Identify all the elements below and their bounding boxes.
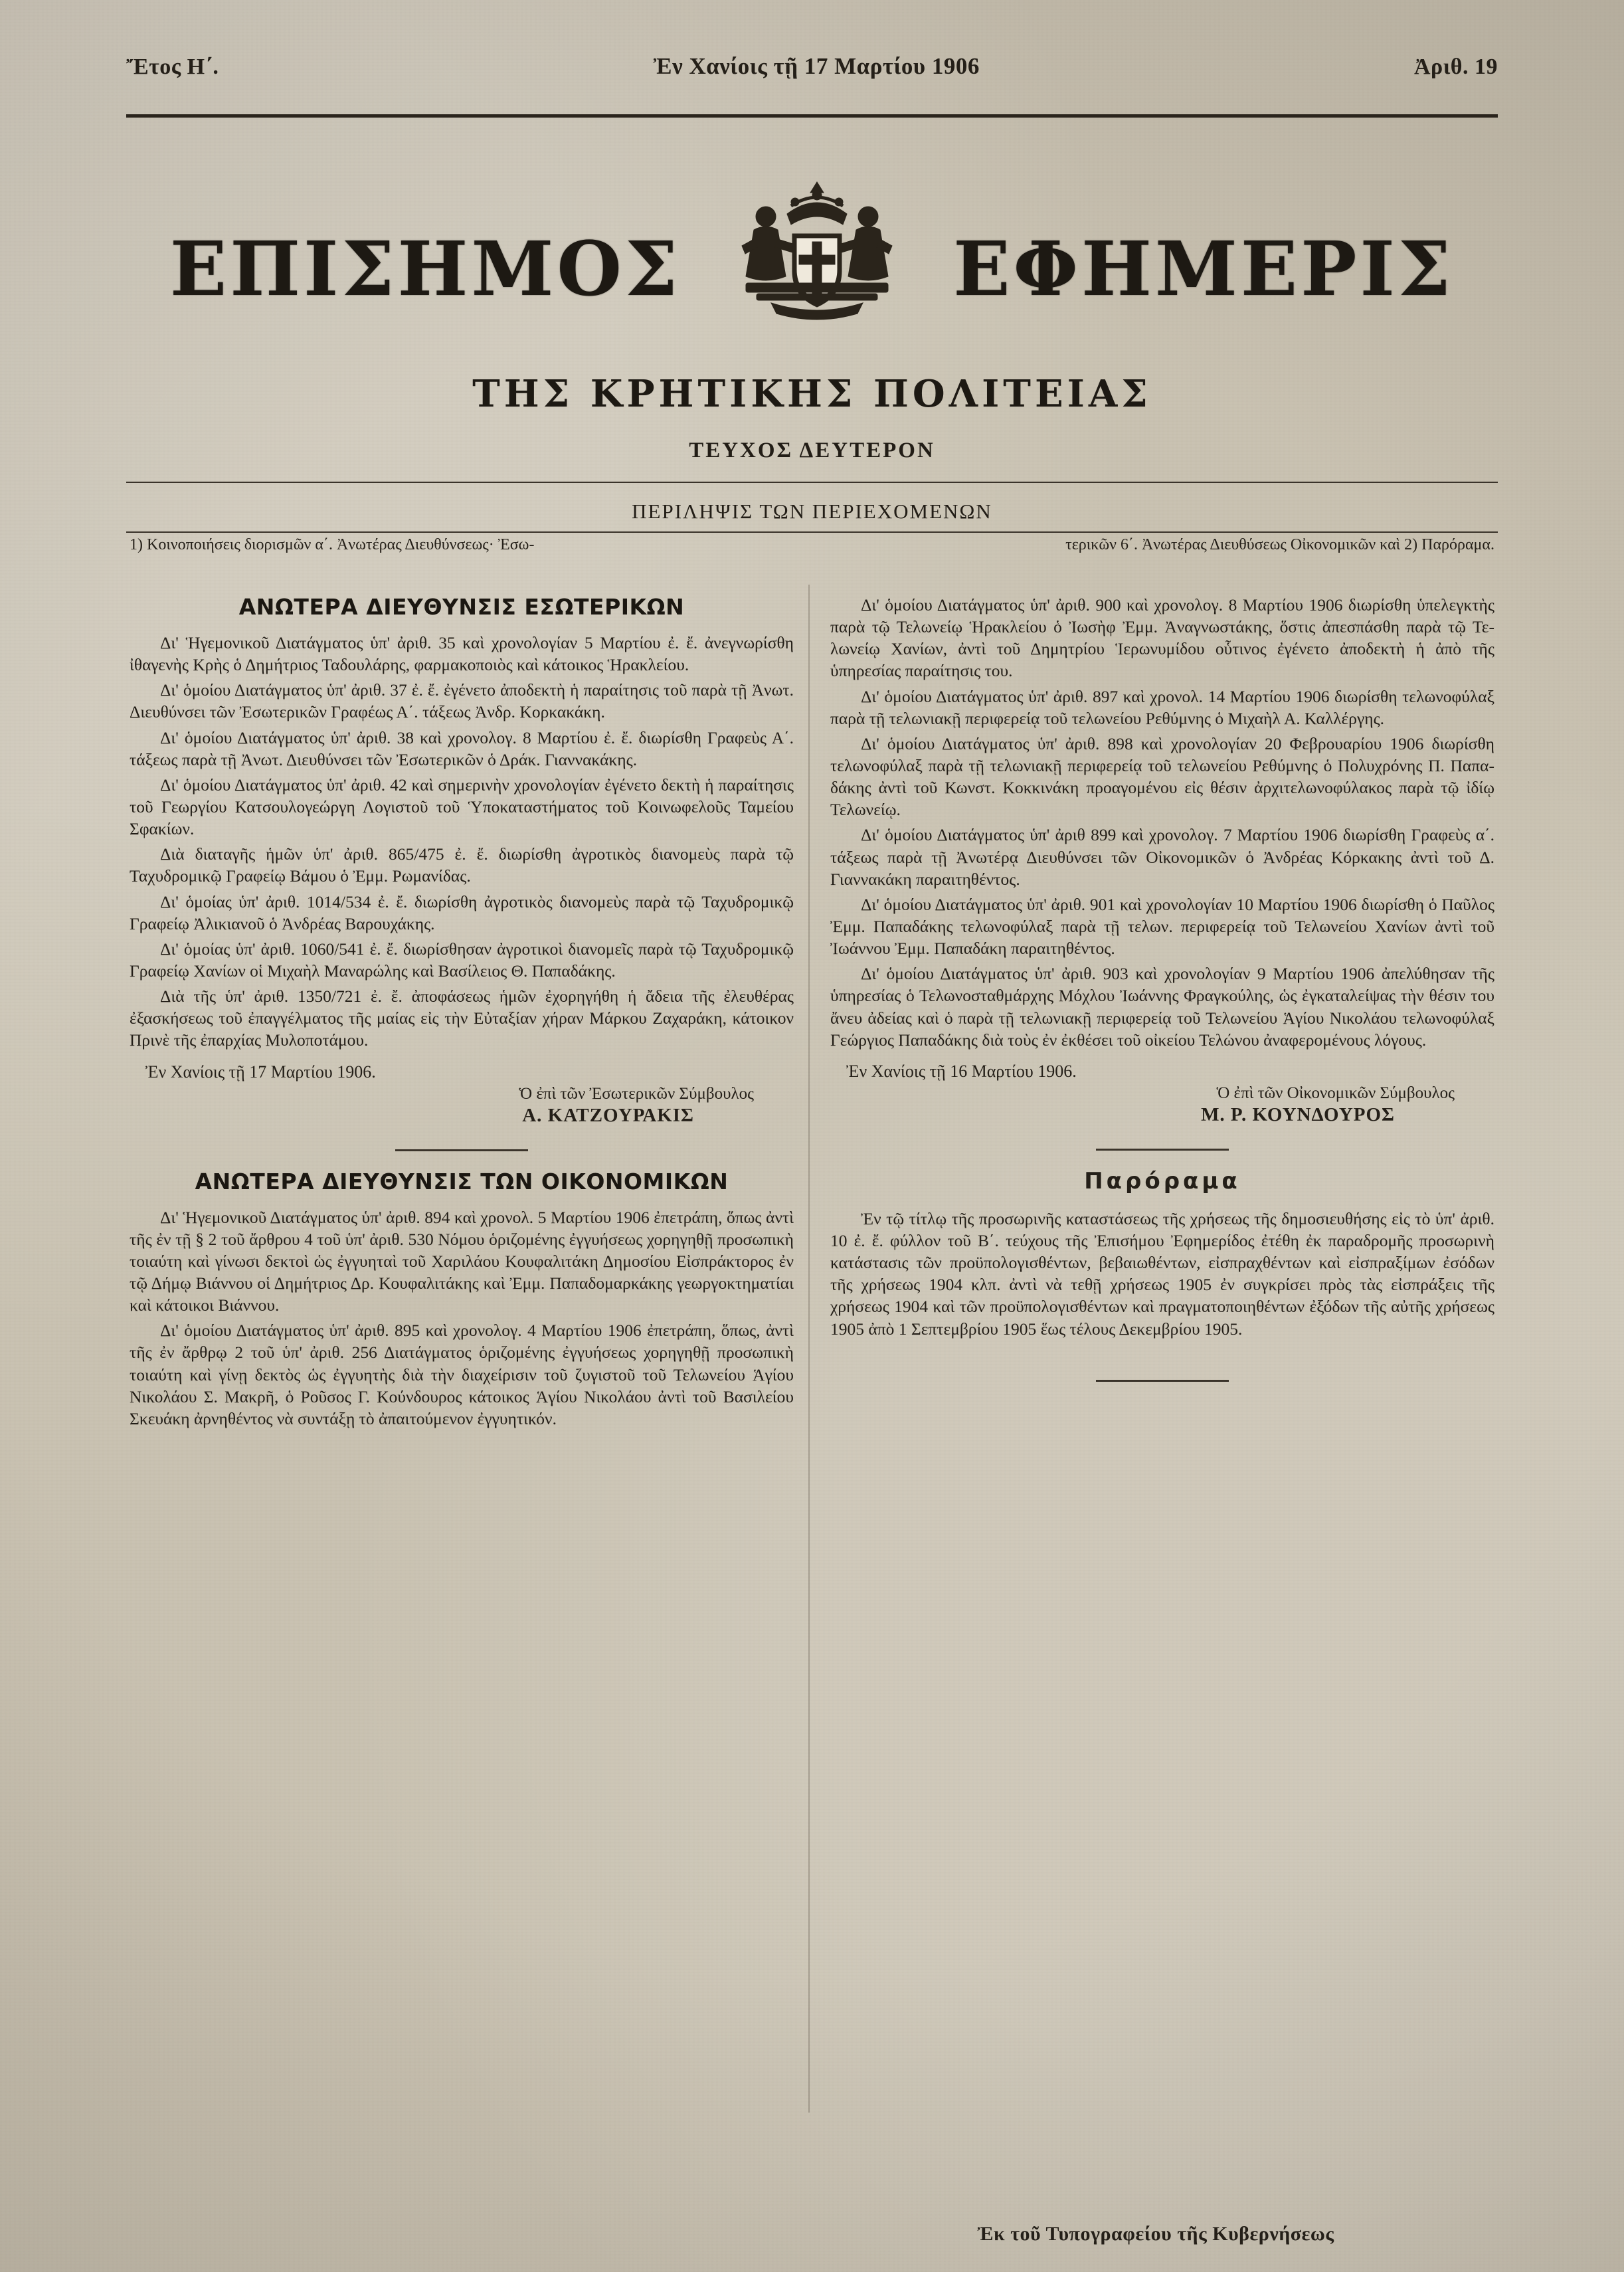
masthead-subtitle: ΤΗΣ ΚΡΗΤΙΚΗΣ ΠΟΛΙΤΕΙΑΣ bbox=[472, 372, 1152, 416]
paragraph: Δι' Ἡγεμονικοῦ Διατάγματος ὑπ' ἀριθ. 35 καὶ χρονολογίαν 5 Μαρτίου ἐ. ἔ. ἀνεγνωρίσθη ἰθαγενὴς Κρὴς ὁ Δημήτριος Ταδουλάρης, φαρμακοποιὸς καὶ κάτοικος Ἡρακλείου. bbox=[130, 633, 794, 675]
contents-summary bbox=[130, 535, 1494, 555]
printer-imprint: Ἐκ τοῦ Τυπογραφείου τῆς Κυβερνήσεως bbox=[977, 2223, 1334, 2245]
masthead bbox=[126, 159, 1498, 379]
paragraph: Δι' Ἡγεμονικοῦ Διατάγματος ὑπ' ἀριθ. 894 καὶ χρονολ. 5 Μαρτίου 1906 ἐπετράπη, ὅπως ἀντὶ τῆς ἐν τῇ § 2 τοῦ ἄρθρου 4 τοῦ ὑπ' ἀριθ. 530 Νόμου ὁριζομένης ἐγγυήσεως χορηγηθῇ προσωπικὴ τοιαύτη καὶ γίνωσι δεκτοὶ ὡς ἐγγυηταὶ τοῦ Χαριλάου Κουφαλιτάκη Δημοσίου Εἰσπράκτορος ἐν τῷ Δήμῳ Βιάννου οἱ Δημήτριος Δρ. Κουφαλιτάκης καὶ Ἐμμ. Παπαδομαρκάκης γεωργοκτηματίαι καὶ κάτοικοι Βιάννου. bbox=[130, 1207, 794, 1315]
contents-summary-right: τερικῶν 6΄. Ἀνωτέρας Διευθύσεως Οἰκονομικῶν καὶ 2) Παρόραμα. bbox=[1065, 536, 1494, 553]
place-date: Ἐν Χανίοις τῇ 17 Μαρτίου 1906 bbox=[653, 53, 980, 79]
column-divider bbox=[808, 585, 810, 2113]
paragraph: Δι' ὁμοίας ὑπ' ἀριθ. 1060/541 ἐ. ἔ. διωρίσθησαν ἀγροτικοὶ διανομεῖς παρὰ τῷ Ταχυδρομικῷ Γραφείῳ Χανίων οἱ Μιχαὴλ Μαναρώλης καὶ Βασίλειος Θ. Παπαδάκης. bbox=[130, 939, 794, 981]
signature-name: Α. ΚΑΤΖΟΥΡΑΚΙΣ bbox=[522, 1104, 694, 1126]
columns-area bbox=[130, 585, 1494, 2192]
errata-heading: Παρόραμα bbox=[1084, 1167, 1241, 1194]
contents-summary-left: 1) Κοινοποιήσεις διορισμῶν α΄. Ἀνωτέρας Διευθύνσεως· Ἐσω- bbox=[130, 536, 535, 553]
dateline: Ἐν Χανίοις τῇ 17 Μαρτίου 1906. bbox=[145, 1062, 376, 1082]
paragraph: Δι' ὁμοίου Διατάγματος ὑπ' ἀριθ. 38 καὶ χρονολογ. 8 Μαρτίου ἐ. ἔ. διωρίσθη Γραφεὺς Α΄. τάξεως παρὰ τῇ Ἀνωτ. Διευθύνσει τῶν Ἐσωτερικῶν ὁ Δράκ. Γιαννακάκης. bbox=[130, 727, 794, 769]
paragraph: Δι' ὁμοίου Διατάγματος ὑπ' ἀριθ. 898 καὶ χρονολογίαν 20 Φεβρουαρίου 1906 διωρίσθη τελωνοφύλαξ παρὰ τῇ τελωνιακῇ περιφερείᾳ τοῦ τελωνείου Ρεθύμνης ὁ Πολυχρόνης Π. Παπαδάκης ἀντὶ τοῦ Κωνστ. Κοκκινάκη προαγομένου εἰς θέσιν ἀρχιτελωνοφύλακος παρὰ τῷ ἰδίῳ Τελωνείῳ. bbox=[830, 733, 1494, 820]
dateline: Ἐν Χανίοις τῇ 16 Μαρτίου 1906. bbox=[846, 1061, 1077, 1081]
section-separator-rule bbox=[1096, 1149, 1229, 1151]
masthead-topline bbox=[126, 53, 1498, 80]
paragraph: Δι' ὁμοίου Διατάγματος ὑπ' ἀριθ. 42 καὶ σημερινὴν χρονολογίαν ἐγένετο δεκτὴ ἡ παραίτησις τοῦ Γεωργίου Κατσουλογεώργη Λογιστοῦ τοῦ Ὑποκαταστήματος τοῦ Κοινωφελοῦς Ταμείου Σφακίων. bbox=[130, 775, 794, 839]
section-heading-finance: ΑΝΩΤΕΡΑ ΔΙΕΥΘΥΝΣΙΣ ΤΩΝ ΟΙΚΟΝΟΜΙΚΩΝ bbox=[195, 1168, 729, 1194]
masthead-issue-part: ΤΕΥΧΟΣ ΔΕΥΤΕΡΟΝ bbox=[689, 438, 935, 462]
footer-separator-rule bbox=[1096, 1380, 1229, 1382]
section-heading-interior: ΑΝΩΤΕΡΑ ΔΙΕΥΘΥΝΣΙΣ ΕΣΩΤΕΡΙΚΩΝ bbox=[238, 594, 685, 620]
paragraph: Δι' ὁμοίου Διατάγματος ὑπ' ἀριθ. 900 καὶ χρονολογ. 8 Μαρτίου 1906 διωρίσθη ὑπελεγκτὴς παρὰ τῷ Τελωνείῳ Ἡρακλείου ὁ Ἰωσὴφ Ἐμμ. Ἀναγνωστάκης, ὅστις ἀπεσπάσθη παρὰ τῷ Τελωνείῳ Χανίων, ἀντὶ τοῦ Δημητρίου Ἱερωνυμίδου οὗτινος ἐγένετο ἀποδεκτὴ ἡ ἀπὸ τῆς ὑπηρεσίας παραίτησις του. bbox=[830, 595, 1494, 681]
signature-role: Ὁ ἐπὶ τῶν Οἰκονομικῶν Σύμβουλος bbox=[1216, 1084, 1455, 1102]
divider-rule-lower bbox=[126, 531, 1498, 533]
divider-rule-upper bbox=[126, 482, 1498, 483]
section-separator-rule bbox=[395, 1149, 528, 1151]
signature-name: Μ. Ρ. ΚΟΥΝΔΟΥΡΟΣ bbox=[1201, 1103, 1395, 1125]
masthead-word-right: ΕΦΗΜΕΡΙΣ bbox=[953, 225, 1455, 313]
paragraph: Δι' ὁμοίου Διατάγματος ὑπ' ἀριθ 899 καὶ χρονολογ. 7 Μαρτίου 1906 διωρίσθη Γραφεὺς α΄. τάξεως παρὰ τῇ Ἀνωτέρᾳ Διευθύνσει τῶν Οἰκονομικῶν ὁ Ἀνδρέας Κόρκακης ἀντὶ τοῦ Δ. Γιαννακάκη παραιτηθέντος. bbox=[830, 825, 1494, 889]
paragraph: Δι' ὁμοίας ὑπ' ἀριθ. 1014/534 ἐ. ἔ. διωρίσθη ἀγροτικὸς διανομεὺς παρὰ τῷ Ταχυδρομικῷ Γραφείῳ Ἀλικιανοῦ ὁ Ἀνδρέας Βαρουχάκης. bbox=[130, 892, 794, 933]
paragraph: Δι' ὁμοίου Διατάγματος ὑπ' ἀριθ. 901 καὶ χρονολογίαν 10 Μαρτίου 1906 διωρίσθη ὁ Παῦλος Ἐμμ. Παπαδάκης τελωνοφύλαξ παρὰ τῇ τελων. περιφερείᾳ τοῦ Τελωνείου Χανίων ἀντὶ τοῦ Ἰωάννου Ἐμμ. Παπαδάκη παραιτηθέντος. bbox=[830, 894, 1494, 959]
paragraph: Δι' ὁμοίου Διατάγματος ὑπ' ἀριθ. 37 ἐ. ἔ. ἐγένετο ἀποδεκτὴ ἡ παραίτησις τοῦ παρὰ τῇ Ἀνωτ. Διευθύνσει τῶν Ἐσωτερικῶν Γραφέως Α΄. τάξεως Ἀνδρ. Κορκακάκη. bbox=[130, 680, 794, 722]
contents-title: ΠΕΡΙΛΗΨΙΣ ΤΩΝ ΠΕΡΙΕΧΟΜΕΝΩΝ bbox=[632, 500, 992, 523]
right-column bbox=[830, 585, 1494, 2192]
year-label: Ἔτος Η΄. bbox=[126, 54, 219, 79]
state-coat-of-arms-icon bbox=[707, 173, 927, 365]
signature-role: Ὁ ἐπὶ τῶν Ἐσωτερικῶν Σύμβουλος bbox=[519, 1084, 754, 1103]
issue-number: Ἀριθ. 19 bbox=[1413, 54, 1498, 79]
top-rule bbox=[126, 114, 1498, 118]
errata-paragraph: Ἐν τῷ τίτλῳ τῆς προσωρινῆς καταστάσεως τῆς χρήσεως τῆς δημοσιευθήσης εἰς τὸ ὑπ' ἀριθ. 10 ἐ. ἔ. φύλλον τοῦ Β΄. τεύχους τῆς Ἐπισήμου Ἐφημερίδος ἐτέθη ἐκ παραδρομῆς προσωρινὴ κατάστασις τῶν προϋπολογισθέντων, βεβαιωθέντων, εἰσπραχθέντων καὶ εἰσπραξίμων ἐσόδων τῆς χρήσεως 1904 κλπ. ἀντὶ νὰ τεθῇ χρήσεως 1905 ἐν συγκρίσει πρὸς τὰς εἰσπράξεις τῆς χρήσεως 1904 καὶ τῶν προϋπολογισθέντων καὶ πραγματοποιηθέντων ἐξόδων τῆς αὐτῆς χρήσεως 1905 ἀπὸ 1 Σεπτεμβρίου 1905 ἕως τέλους Δεκεμβρίου 1905. bbox=[830, 1208, 1494, 1339]
paragraph: Διὰ διαταγῆς ἡμῶν ὑπ' ἀριθ. 865/475 ἐ. ἔ. διωρίσθη ἀγροτικὸς διανομεὺς παρὰ τῷ Ταχυδρομικῷ Γραφείῳ Βάμου ὁ Ἐμμ. Ρωμανίδας. bbox=[130, 844, 794, 886]
paragraph: Δι' ὁμοίου Διατάγματος ὑπ' ἀριθ. 903 καὶ χρονολογίαν 9 Μαρτίου 1906 ἀπελύθησαν τῆς ὑπηρεσίας ὁ Τελωνοσταθμάρχης Μόχλου Ἰωάννης Φραγκούλης, ὡς ἐγκαταλείψας τὴν θέσιν του ἄνευ ἀδείας καὶ ὁ παρὰ τῇ τελωνιακῇ περιφερείᾳ τοῦ Τελωνείου Ἁγίου Νικολάου τελωνοφύλαξ Γεώργιος Παπαδάκης διὰ τοὺς ἐν ἐκθέσει τοῦ οἰκείου Τελώνου ἀναφερομένους λόγους. bbox=[830, 964, 1494, 1050]
left-column bbox=[130, 585, 794, 2192]
paragraph: Δι' ὁμοίου Διατάγματος ὑπ' ἀριθ. 897 καὶ χρονολ. 14 Μαρτίου 1906 διωρίσθη τελωνοφύλαξ παρὰ τῇ τελωνιακῇ περιφερείᾳ τοῦ τελωνείου Ρεθύμνης ὁ Μιχαὴλ Α. Καλλέργης. bbox=[830, 686, 1494, 728]
paragraph: Δι' ὁμοίου Διατάγματος ὑπ' ἀριθ. 895 καὶ χρονολογ. 4 Μαρτίου 1906 ἐπετράπη, ὅπως, ἀντὶ τῆς ἐν ἄρθρῳ 2 τοῦ ὑπ' ἀριθ. 256 Διατάγματος ὁριζομένης ἐγγυήσεως χορηγηθῇ προσωπικὴ τοιαύτη καὶ γίνῃ δεκτὸς ὡς ἐγγυητὴς διὰ τὴν διαχείρισιν τοῦ ζυγιστοῦ τοῦ Τελωνείου Ἁγίου Νικολάου Σ. Μακρῆ, ὁ Ροῦσος Γ. Κούνδουρος κάτοικος Ἁγίου Νικολάου ἀντὶ τοῦ Βασιλείου Σκευάκη ἀρνηθέντος νὰ συντάξῃ τὸ ἀπαιτούμενον ἐγγυητικόν. bbox=[130, 1321, 794, 1428]
masthead-word-left: ΕΠΙΣΗΜΟΣ bbox=[169, 225, 681, 313]
paragraph: Διὰ τῆς ὑπ' ἀριθ. 1350/721 ἐ. ἔ. ἀποφάσεως ἡμῶν ἐχορηγήθη ἡ ἄδεια τῆς ἐλευθέρας ἐξασκήσεως τοῦ ἐπαγγέλματος τῆς μαίας εἰς τὴν Εὐταξίαν χήραν Μάρκου Ζαχαράκη, κάτοικον Πρινὲ τῆς ἐπαρχίας Μυλοποτάμου. bbox=[130, 987, 794, 1050]
